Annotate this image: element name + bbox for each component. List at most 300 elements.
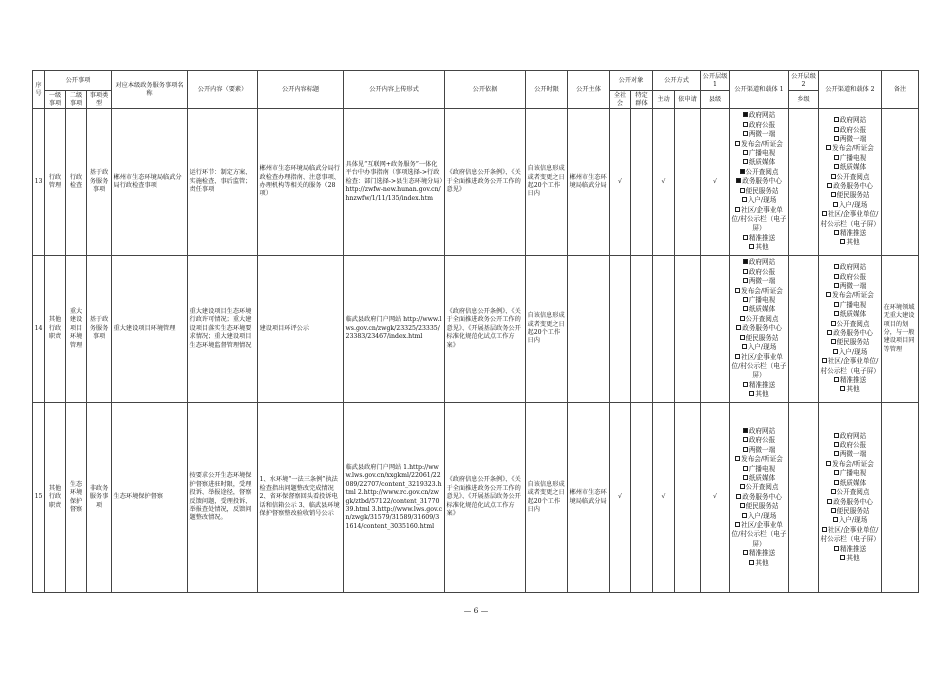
row-seq: 13 xyxy=(33,109,45,256)
empty-box-icon xyxy=(831,508,836,513)
channel-option xyxy=(821,210,880,229)
row-level-b xyxy=(789,403,819,593)
channel-option xyxy=(732,390,787,399)
empty-box-icon xyxy=(743,159,748,164)
channel-label: 入户/现场 xyxy=(838,200,868,209)
row-target-specific xyxy=(631,256,653,403)
channel-option xyxy=(821,507,880,516)
row-channels-b xyxy=(819,403,882,593)
channel-option xyxy=(732,140,787,149)
channel-option xyxy=(821,432,880,441)
channel-option xyxy=(821,357,880,376)
header-type: 事项类型 xyxy=(87,91,112,109)
row-remark xyxy=(882,109,919,256)
empty-box-icon xyxy=(743,297,748,302)
channel-label: 公开查阅点 xyxy=(836,488,870,497)
channel-option xyxy=(732,305,787,314)
channel-option xyxy=(732,455,787,464)
empty-box-icon xyxy=(834,274,839,279)
empty-box-icon xyxy=(743,437,748,442)
row-type: 基于政务服务事项 xyxy=(87,109,112,256)
channel-option xyxy=(732,436,787,445)
empty-box-icon xyxy=(834,470,839,475)
channel-label: 其他 xyxy=(755,558,769,567)
row-level-b xyxy=(789,109,819,256)
channel-option xyxy=(732,111,787,120)
row-subject xyxy=(568,256,610,403)
channel-label: 公开查阅点 xyxy=(745,483,779,492)
row-remark: 在环境领域无重大建设项目的划分，与一般建设项目同等管理 xyxy=(882,256,919,403)
channel-option xyxy=(732,168,787,177)
channel-option xyxy=(821,282,880,291)
row-subject: 郴州市生态环境局临武分局 xyxy=(568,403,610,593)
empty-box-icon xyxy=(834,442,839,447)
row-level1: 其他行政职责 xyxy=(45,403,66,593)
channel-option xyxy=(821,201,880,210)
row-method-active xyxy=(653,256,675,403)
empty-box-icon xyxy=(834,264,839,269)
empty-box-icon xyxy=(735,522,740,527)
row-upload-form: 临武县政府门户网站 http://www.lws.gov.cn/zwgk/23325/23335/23383/23467/index.html xyxy=(344,256,445,403)
empty-box-icon xyxy=(834,302,839,307)
empty-box-icon xyxy=(840,239,845,244)
empty-box-icon xyxy=(736,325,741,330)
channel-label: 便民服务站 xyxy=(745,502,779,511)
empty-box-icon xyxy=(827,330,832,335)
row-type: 非政务服务事项 xyxy=(87,403,112,593)
empty-box-icon xyxy=(749,244,754,249)
channel-option xyxy=(821,301,880,310)
row-channels-b xyxy=(819,109,882,256)
channel-label: 政务服务中心 xyxy=(833,182,873,190)
channel-option xyxy=(821,554,880,563)
channel-option xyxy=(821,310,880,319)
channel-label: 其他 xyxy=(846,238,860,247)
empty-box-icon xyxy=(743,550,748,555)
channel-label: 入户/现场 xyxy=(838,516,868,525)
channel-option xyxy=(732,277,787,286)
empty-box-icon xyxy=(740,188,745,193)
channel-label: 政务服务中心 xyxy=(742,492,782,501)
row-type: 基于政务服务事项 xyxy=(87,256,112,403)
channel-label: 精准推送 xyxy=(839,376,867,385)
channel-option xyxy=(821,116,880,125)
channel-label: 发布会/听证会 xyxy=(832,144,874,153)
header-level-b-value: 乡级 xyxy=(789,91,819,109)
channel-label: 政府网站 xyxy=(748,258,776,267)
row-method-apply xyxy=(675,109,701,256)
table-body xyxy=(33,109,919,593)
row-method-apply xyxy=(675,403,701,593)
channel-option xyxy=(821,291,880,300)
channel-option xyxy=(732,206,787,234)
channel-label: 政府公报 xyxy=(839,272,867,281)
channel-label: 政府公报 xyxy=(839,441,867,450)
header-target-all: 全社会 xyxy=(610,91,631,109)
empty-box-icon xyxy=(834,117,839,122)
empty-box-icon xyxy=(831,489,836,494)
channel-label: 精准推送 xyxy=(839,229,867,238)
channel-option xyxy=(732,334,787,343)
channel-label: 社区/企事业单位/村公示栏（电子屏） xyxy=(820,210,880,228)
channel-label: 政府网站 xyxy=(839,431,867,440)
channel-label: 精准推送 xyxy=(748,549,776,558)
empty-box-icon xyxy=(740,503,745,508)
header-item: 公开事项 xyxy=(45,71,112,91)
channel-option xyxy=(821,320,880,329)
channel-option xyxy=(732,446,787,455)
table-row xyxy=(33,403,919,593)
channel-option xyxy=(821,348,880,357)
header-seq: 序号 xyxy=(33,71,45,109)
channel-option xyxy=(821,385,880,394)
channel-option xyxy=(732,315,787,324)
channel-label: 广播电视 xyxy=(748,149,776,158)
channel-label: 政务服务中心 xyxy=(742,324,782,333)
channel-label: 广播电视 xyxy=(748,464,776,473)
row-target-specific xyxy=(631,403,653,593)
channel-option xyxy=(732,521,787,549)
channel-option xyxy=(732,465,787,474)
row-service-name: 重大建设项目环境管理 xyxy=(112,256,188,403)
channel-option xyxy=(732,549,787,558)
empty-box-icon xyxy=(822,358,827,363)
channel-label: 精准推送 xyxy=(839,544,867,553)
channel-label: 纸质媒体 xyxy=(748,158,776,167)
channel-label: 公开查阅点 xyxy=(745,167,779,176)
header-service-name: 对应本级政务服务事项名称 xyxy=(112,71,188,109)
channel-label: 两微一端 xyxy=(839,450,867,459)
empty-box-icon xyxy=(834,433,839,438)
empty-box-icon xyxy=(834,283,839,288)
header-content: 公开内容（要素） xyxy=(188,71,258,109)
header-level2: 二级事项 xyxy=(66,91,87,109)
header-method: 公开方式 xyxy=(653,71,701,91)
row-time-limit: 自该信息形成或者变更之日起20个工作日内 xyxy=(526,403,568,593)
channel-option xyxy=(821,135,880,144)
channel-option xyxy=(821,238,880,247)
empty-box-icon xyxy=(834,546,839,551)
row-upload-form: 临武县政府门户网站 1.http://www.lws.gov.cn/xxgkml/22061/22089/22707/content_3219323.html 2.http://www.rc.gov.cn/zwgk/ztbd/57122/content_3177039.html 3.http://www.lws.gov.cn/zwgk/31579/31589/31609/31614/content_3035160.html xyxy=(344,403,445,593)
row-target-specific xyxy=(631,109,653,256)
channel-option xyxy=(732,234,787,243)
empty-box-icon xyxy=(822,211,827,216)
row-channels-a xyxy=(730,256,789,403)
empty-box-icon xyxy=(834,230,839,235)
row-subject: 郴州市生态环境局临武分局 xyxy=(568,109,610,256)
channel-label: 社区/企事业单位/村公示栏（电子屏） xyxy=(820,357,880,375)
row-remark xyxy=(882,403,919,593)
header-remark: 备注 xyxy=(882,71,919,109)
channel-label: 精准推送 xyxy=(748,233,776,242)
empty-box-icon xyxy=(831,321,836,326)
channel-option xyxy=(732,353,787,381)
empty-box-icon xyxy=(743,131,748,136)
header-level-a-value: 县级 xyxy=(701,91,730,109)
channel-option xyxy=(821,263,880,272)
empty-box-icon xyxy=(834,136,839,141)
channel-label: 社区/企事业单位/村公示栏（电子屏） xyxy=(731,352,787,380)
row-channels-b xyxy=(819,256,882,403)
empty-box-icon xyxy=(749,391,754,396)
row-time-limit: 自该信息形成或者变更之日起20个工作日内 xyxy=(526,256,568,403)
channel-label: 其他 xyxy=(846,553,860,562)
channel-option xyxy=(821,516,880,525)
empty-box-icon xyxy=(822,527,827,532)
channel-label: 纸质媒体 xyxy=(748,305,776,314)
channel-option xyxy=(821,163,880,172)
page-number: — 6 — xyxy=(463,606,489,615)
channel-option xyxy=(732,474,787,483)
header-level-a: 公开层级 1 xyxy=(701,71,730,91)
header-method-apply: 依申请 xyxy=(675,91,701,109)
channel-label: 发布会/听证会 xyxy=(832,291,874,300)
channel-option xyxy=(732,324,787,333)
channel-label: 政务服务中心 xyxy=(833,329,873,337)
channel-option xyxy=(821,191,880,200)
empty-box-icon xyxy=(834,311,839,316)
empty-box-icon xyxy=(743,278,748,283)
checked-box-icon xyxy=(743,259,748,264)
channel-label: 纸质媒体 xyxy=(839,163,867,172)
header-target: 公开对象 xyxy=(610,71,653,91)
channel-option xyxy=(821,498,880,507)
row-level-a xyxy=(701,256,730,403)
channel-option xyxy=(821,479,880,488)
channel-label: 公开查阅点 xyxy=(836,319,870,328)
channel-label: 政务服务中心 xyxy=(833,497,873,506)
channel-label: 两微一端 xyxy=(748,130,776,139)
table-row xyxy=(33,256,919,403)
channel-option xyxy=(732,196,787,205)
channel-label: 社区/企事业单位/村公示栏（电子屏） xyxy=(820,525,880,544)
channel-label: 两微一端 xyxy=(839,281,867,290)
empty-box-icon xyxy=(826,145,831,150)
empty-box-icon xyxy=(735,354,740,359)
empty-box-icon xyxy=(831,339,836,344)
channel-label: 其他 xyxy=(755,243,769,252)
empty-box-icon xyxy=(831,174,836,179)
empty-box-icon xyxy=(833,202,838,207)
channel-label: 精准推送 xyxy=(748,380,776,389)
channel-option xyxy=(821,450,880,459)
row-basis: 《政府信息公开条例》、《关于全面推进政务公开工作的意见》、《开展基层政务公开标准化规范化试点工作方案》 xyxy=(445,403,526,593)
channel-label: 入户/现场 xyxy=(747,343,777,352)
channel-option xyxy=(732,130,787,139)
channel-option xyxy=(732,287,787,296)
row-level1: 行政管理 xyxy=(45,109,66,256)
channel-option xyxy=(732,268,787,277)
channel-option xyxy=(732,381,787,390)
empty-box-icon xyxy=(826,461,831,466)
channel-option xyxy=(821,182,880,191)
channel-option xyxy=(732,493,787,502)
channel-option xyxy=(732,121,787,130)
empty-box-icon xyxy=(749,560,754,565)
empty-box-icon xyxy=(833,517,838,522)
row-level-a: √ xyxy=(701,403,730,593)
empty-box-icon xyxy=(740,335,745,340)
empty-box-icon xyxy=(840,555,845,560)
row-method-active: √ xyxy=(653,109,675,256)
channel-label: 两微一端 xyxy=(839,134,867,143)
empty-box-icon xyxy=(743,269,748,274)
empty-box-icon xyxy=(743,122,748,127)
empty-box-icon xyxy=(743,235,748,240)
channel-label: 政府网站 xyxy=(839,263,867,272)
table-row xyxy=(33,109,919,256)
header-content-title: 公开内容标题 xyxy=(258,71,344,109)
header-method-active: 主动 xyxy=(653,91,675,109)
empty-box-icon xyxy=(735,288,740,293)
channel-label: 广播电视 xyxy=(839,300,867,309)
row-target-all xyxy=(610,256,631,403)
channel-label: 政府公报 xyxy=(839,125,867,134)
row-level-b xyxy=(789,256,819,403)
empty-box-icon xyxy=(827,499,832,504)
channel-option xyxy=(821,526,880,545)
row-content: 重大建设项目生态环境行政许可情况；重大建设项目落实生态环境要求情况；重大建设项目生态环境监督管理情况 xyxy=(188,256,258,403)
channel-option xyxy=(732,177,787,186)
empty-box-icon xyxy=(743,466,748,471)
channel-option xyxy=(732,512,787,521)
channel-label: 广播电视 xyxy=(748,296,776,305)
header-target-specific: 特定群体 xyxy=(631,91,653,109)
channel-label: 广播电视 xyxy=(839,469,867,478)
row-seq: 15 xyxy=(33,403,45,593)
empty-box-icon xyxy=(743,382,748,387)
channel-label: 便民服务站 xyxy=(836,191,870,200)
channel-label: 公开查阅点 xyxy=(836,172,870,181)
empty-box-icon xyxy=(826,292,831,297)
empty-box-icon xyxy=(834,155,839,160)
channel-option xyxy=(821,273,880,282)
channel-option xyxy=(732,158,787,167)
empty-box-icon xyxy=(743,447,748,452)
row-method-active: √ xyxy=(653,403,675,593)
empty-box-icon xyxy=(827,183,832,188)
row-content-title: 郴州市生态环境局临武分局行政检查办理指南、注意事项、办理机构等相关的服务（28项） xyxy=(258,109,344,256)
checked-box-icon xyxy=(736,178,741,183)
empty-box-icon xyxy=(743,475,748,480)
empty-box-icon xyxy=(743,306,748,311)
empty-box-icon xyxy=(740,484,745,489)
channel-label: 其他 xyxy=(755,390,769,399)
empty-box-icon xyxy=(742,197,747,202)
channel-label: 纸质媒体 xyxy=(748,473,776,482)
channel-label: 两微一端 xyxy=(748,277,776,286)
channel-label: 政务服务中心 xyxy=(742,177,782,186)
empty-box-icon xyxy=(834,377,839,382)
header-row-1 xyxy=(33,71,919,91)
channel-label: 政府网站 xyxy=(748,426,776,435)
row-level-a: √ xyxy=(701,109,730,256)
row-level2: 重大建设项目环境管理 xyxy=(66,256,87,403)
channel-label: 便民服务站 xyxy=(836,338,870,347)
channel-option xyxy=(732,343,787,352)
row-target-all: √ xyxy=(610,403,631,593)
row-service-name: 郴州市生态环境局临武分局行政检查事项 xyxy=(112,109,188,256)
header-subject: 公开主体 xyxy=(568,71,610,109)
header-level1: 一级事项 xyxy=(45,91,66,109)
channel-option xyxy=(732,559,787,568)
channel-option xyxy=(821,460,880,469)
channel-label: 入户/现场 xyxy=(838,347,868,356)
disclosure-table xyxy=(32,70,919,593)
row-content-title: 建设项目环评公示 xyxy=(258,256,344,403)
row-target-all: √ xyxy=(610,109,631,256)
header-time-limit: 公开时限 xyxy=(526,71,568,109)
channel-label: 两微一端 xyxy=(748,445,776,454)
channel-label: 政府公报 xyxy=(748,267,776,276)
row-time-limit: 自该信息形成或者变更之日起20个工作日内 xyxy=(526,109,568,256)
channel-label: 政府公报 xyxy=(748,120,776,129)
channel-label: 发布会/听证会 xyxy=(741,139,783,148)
channel-label: 广播电视 xyxy=(839,153,867,162)
channel-label: 政府网站 xyxy=(839,116,867,125)
channel-label: 入户/现场 xyxy=(747,511,777,520)
header-basis: 公开依据 xyxy=(445,71,526,109)
channel-option xyxy=(821,173,880,182)
empty-box-icon xyxy=(834,480,839,485)
empty-box-icon xyxy=(736,494,741,499)
channel-label: 社区/企事业单位/村公示栏（电子屏） xyxy=(731,521,787,548)
row-level2: 行政检查 xyxy=(66,109,87,256)
channel-option xyxy=(732,502,787,511)
channel-option xyxy=(821,545,880,554)
empty-box-icon xyxy=(840,386,845,391)
checked-box-icon xyxy=(743,428,748,433)
empty-box-icon xyxy=(743,150,748,155)
channel-label: 发布会/听证会 xyxy=(832,459,874,468)
channel-label: 发布会/听证会 xyxy=(741,455,783,464)
empty-box-icon xyxy=(742,513,747,518)
empty-box-icon xyxy=(740,316,745,321)
empty-box-icon xyxy=(831,192,836,197)
empty-box-icon xyxy=(735,456,740,461)
row-content-title: 1、水环境“一法三条例”执法检查指出问题整改完成情况 2、省环保督察回头看投诉电话和信箱公示 3、临武县环境保护督察整改验收销号公示 xyxy=(258,403,344,593)
empty-box-icon xyxy=(834,127,839,132)
row-channels-a xyxy=(730,403,789,593)
channel-label: 社区/企事业单位/村公示栏（电子屏） xyxy=(731,205,787,233)
checked-box-icon xyxy=(740,169,745,174)
empty-box-icon xyxy=(833,349,838,354)
channel-label: 便民服务站 xyxy=(836,506,870,515)
channel-option xyxy=(821,329,880,338)
row-content: 运行环节：制定方案、实施检查、事后监管；责任事项 xyxy=(188,109,258,256)
header-channel-b: 公开渠道和载体 2 xyxy=(819,71,882,109)
header-channel-a: 公开渠道和载体 1 xyxy=(730,71,789,109)
channel-label: 纸质媒体 xyxy=(839,310,867,319)
row-content: 按要求公开生态环境保护督察进驻时限，受理投诉、举报途径，督察反馈问题，受理投诉、举报查处情况，反馈问题整改情况。 xyxy=(188,403,258,593)
channel-label: 发布会/听证会 xyxy=(741,286,783,295)
row-level2: 生态环境保护督察 xyxy=(66,403,87,593)
header-upload-form: 公开内容上传形式 xyxy=(344,71,445,109)
channel-option xyxy=(821,154,880,163)
channel-label: 纸质媒体 xyxy=(839,478,867,487)
empty-box-icon xyxy=(735,141,740,146)
channel-label: 政府公报 xyxy=(748,436,776,445)
row-method-apply xyxy=(675,256,701,403)
channel-label: 入户/现场 xyxy=(747,196,777,205)
channel-option xyxy=(732,243,787,252)
empty-box-icon xyxy=(834,164,839,169)
channel-option xyxy=(732,427,787,436)
channel-option xyxy=(821,338,880,347)
channel-option xyxy=(821,488,880,497)
empty-box-icon xyxy=(735,207,740,212)
channel-option xyxy=(821,144,880,153)
